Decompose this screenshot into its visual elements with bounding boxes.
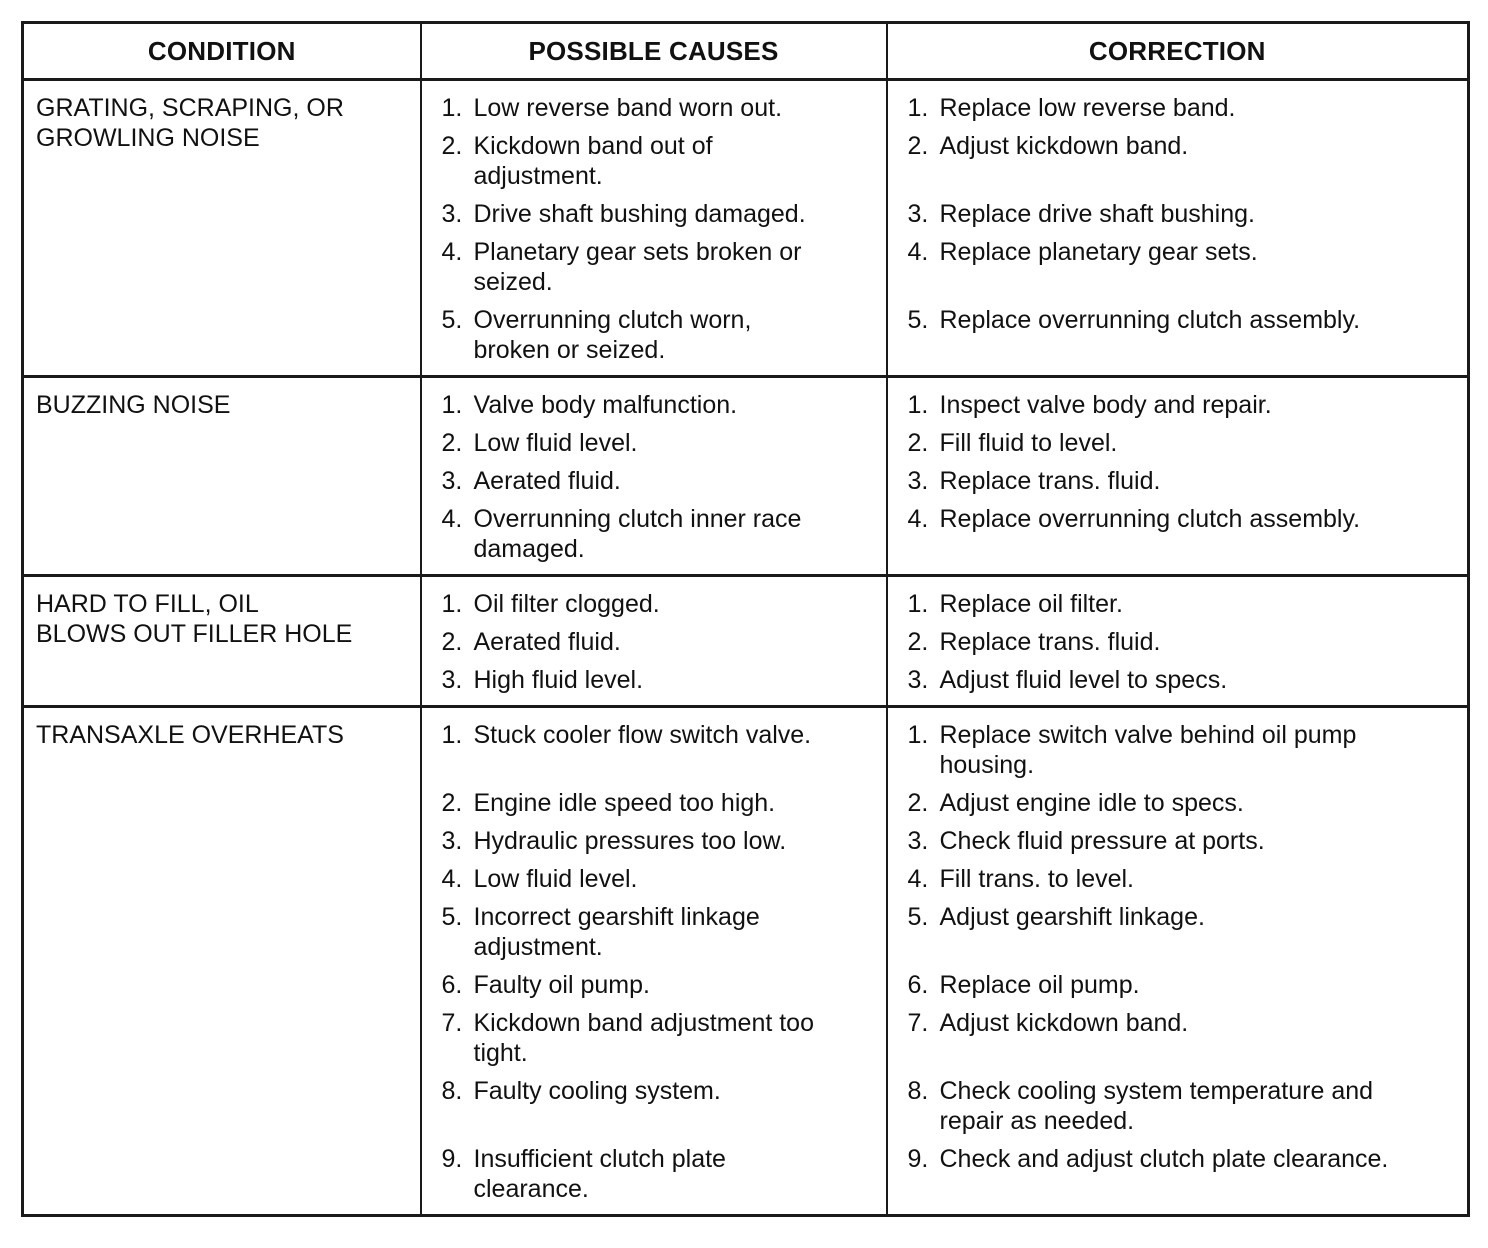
item-number: 4.	[907, 505, 929, 533]
cause-item	[442, 93, 876, 123]
cause-item	[442, 1076, 876, 1106]
corrections-cell	[887, 377, 1469, 576]
correction-item	[908, 466, 1458, 496]
causes-cell	[421, 707, 887, 1216]
item-text: Check cooling system temperature and repair as needed.	[939, 1077, 1374, 1135]
item-number: 3.	[441, 200, 463, 228]
correction-item	[908, 1008, 1458, 1038]
item-number: 1.	[441, 590, 463, 618]
item-number: 3.	[441, 666, 463, 694]
correction-item	[908, 902, 1458, 932]
correction-item	[908, 237, 1458, 267]
condition-cell	[23, 377, 421, 576]
item-text: Overrunning clutch worn, broken or seized.	[473, 306, 752, 364]
item-text: Replace low reverse band.	[939, 94, 1236, 122]
item-number: 2.	[907, 789, 929, 817]
item-text: Stuck cooler flow switch valve.	[473, 721, 812, 749]
item-text: Fill fluid to level.	[939, 429, 1118, 457]
item-number: 8.	[907, 1077, 929, 1105]
correction-item	[908, 131, 1458, 161]
item-number: 5.	[441, 306, 463, 334]
item-text: Replace trans. fluid.	[939, 628, 1161, 656]
item-text: Replace drive shaft bushing.	[939, 200, 1255, 228]
item-text: Adjust kickdown band.	[939, 1009, 1189, 1037]
item-number: 1.	[907, 721, 929, 749]
cause-item	[442, 864, 876, 894]
troubleshooting-table	[21, 21, 1470, 1217]
cause-item	[442, 970, 876, 1000]
correction-item	[908, 199, 1458, 229]
table-row	[23, 377, 1469, 576]
item-text: Valve body malfunction.	[473, 391, 738, 419]
item-number: 3.	[907, 827, 929, 855]
cause-item	[442, 589, 876, 619]
corrections-cell	[887, 707, 1469, 1216]
cause-item	[442, 627, 876, 657]
item-text: Replace planetary gear sets.	[939, 238, 1258, 266]
table-row	[23, 707, 1469, 1216]
correction-item	[908, 504, 1458, 534]
cause-item	[442, 131, 876, 191]
item-text: Replace trans. fluid.	[939, 467, 1161, 495]
causes-cell	[421, 377, 887, 576]
item-text: Replace oil pump.	[939, 971, 1140, 999]
condition-text: HARD TO FILL, OIL BLOWS OUT FILLER HOLE	[36, 590, 353, 648]
item-text: Inspect valve body and repair.	[939, 391, 1272, 419]
item-number: 1.	[441, 94, 463, 122]
cause-item	[442, 1008, 876, 1068]
item-text: Replace oil filter.	[939, 590, 1123, 618]
item-text: Low reverse band worn out.	[473, 94, 783, 122]
item-number: 1.	[907, 590, 929, 618]
header-row	[23, 23, 1469, 80]
condition-text: TRANSAXLE OVERHEATS	[36, 721, 344, 749]
causes-cell	[421, 576, 887, 707]
item-text: Aerated fluid.	[473, 628, 621, 656]
item-number: 3.	[907, 666, 929, 694]
item-text: Insufficient clutch plate clearance.	[473, 1145, 726, 1203]
item-text: Kickdown band out of adjustment.	[473, 132, 713, 190]
item-text: Replace switch valve behind oil pump housing.	[939, 721, 1357, 779]
correction-item	[908, 589, 1458, 619]
item-text: Aerated fluid.	[473, 467, 621, 495]
correction-item	[908, 826, 1458, 856]
item-number: 2.	[907, 628, 929, 656]
item-text: Incorrect gearshift linkage adjustment.	[473, 903, 760, 961]
item-number: 2.	[907, 429, 929, 457]
header-condition: CONDITION	[23, 23, 421, 80]
item-number: 4.	[441, 238, 463, 266]
item-text: Hydraulic pressures too low.	[473, 827, 787, 855]
correction-item	[908, 720, 1458, 780]
item-number: 6.	[441, 971, 463, 999]
item-text: Check and adjust clutch plate clearance.	[939, 1145, 1389, 1173]
item-number: 6.	[907, 971, 929, 999]
item-text: Drive shaft bushing damaged.	[473, 200, 806, 228]
correction-item	[908, 1144, 1458, 1174]
correction-item	[908, 627, 1458, 657]
table-row	[23, 80, 1469, 377]
cause-item	[442, 428, 876, 458]
item-text: Adjust kickdown band.	[939, 132, 1189, 160]
correction-item	[908, 428, 1458, 458]
condition-text: BUZZING NOISE	[36, 391, 231, 419]
item-number: 4.	[441, 865, 463, 893]
causes-cell	[421, 80, 887, 377]
item-text: Planetary gear sets broken or seized.	[473, 238, 802, 296]
item-number: 4.	[907, 865, 929, 893]
item-text: Low fluid level.	[473, 429, 638, 457]
item-number: 2.	[907, 132, 929, 160]
table-row	[23, 576, 1469, 707]
item-text: Fill trans. to level.	[939, 865, 1135, 893]
item-text: Overrunning clutch inner race damaged.	[473, 505, 802, 563]
corrections-cell	[887, 576, 1469, 707]
item-number: 2.	[441, 132, 463, 160]
cause-item	[442, 902, 876, 962]
item-text: Check fluid pressure at ports.	[939, 827, 1265, 855]
cause-item	[442, 1144, 876, 1204]
cause-item	[442, 466, 876, 496]
item-text: Adjust fluid level to specs.	[939, 666, 1228, 694]
item-number: 2.	[441, 429, 463, 457]
cause-item	[442, 199, 876, 229]
item-text: Replace overrunning clutch assembly.	[939, 505, 1361, 533]
cause-item	[442, 720, 876, 750]
item-number: 4.	[907, 238, 929, 266]
item-number: 3.	[907, 467, 929, 495]
item-text: Faulty oil pump.	[473, 971, 650, 999]
item-number: 2.	[441, 789, 463, 817]
item-number: 3.	[441, 467, 463, 495]
correction-item	[908, 788, 1458, 818]
cause-item	[442, 665, 876, 695]
correction-item	[908, 305, 1458, 335]
cause-item	[442, 826, 876, 856]
item-number: 7.	[441, 1009, 463, 1037]
item-number: 5.	[907, 306, 929, 334]
header-correction: CORRECTION	[887, 23, 1469, 80]
item-number: 2.	[441, 628, 463, 656]
item-number: 1.	[907, 94, 929, 122]
correction-item	[908, 1076, 1458, 1136]
header-possible-causes: POSSIBLE CAUSES	[421, 23, 887, 80]
condition-text: GRATING, SCRAPING, OR GROWLING NOISE	[36, 94, 344, 152]
item-text: Kickdown band adjustment too tight.	[473, 1009, 814, 1067]
cause-item	[442, 390, 876, 420]
item-text: Adjust engine idle to specs.	[939, 789, 1244, 817]
item-number: 1.	[441, 391, 463, 419]
item-text: High fluid level.	[473, 666, 644, 694]
item-number: 7.	[907, 1009, 929, 1037]
item-number: 5.	[907, 903, 929, 931]
item-number: 3.	[907, 200, 929, 228]
item-number: 4.	[441, 505, 463, 533]
item-number: 5.	[441, 903, 463, 931]
item-number: 1.	[907, 391, 929, 419]
item-text: Faulty cooling system.	[473, 1077, 721, 1105]
item-text: Low fluid level.	[473, 865, 638, 893]
item-number: 9.	[907, 1145, 929, 1173]
condition-cell	[23, 80, 421, 377]
item-number: 8.	[441, 1077, 463, 1105]
correction-item	[908, 864, 1458, 894]
item-text: Oil filter clogged.	[473, 590, 660, 618]
item-number: 9.	[441, 1145, 463, 1173]
correction-item	[908, 390, 1458, 420]
correction-item	[908, 970, 1458, 1000]
item-number: 1.	[441, 721, 463, 749]
condition-cell	[23, 707, 421, 1216]
condition-cell	[23, 576, 421, 707]
cause-item	[442, 504, 876, 564]
item-text: Adjust gearshift linkage.	[939, 903, 1205, 931]
cause-item	[442, 237, 876, 297]
correction-item	[908, 665, 1458, 695]
correction-item	[908, 93, 1458, 123]
item-text: Replace overrunning clutch assembly.	[939, 306, 1361, 334]
item-number: 3.	[441, 827, 463, 855]
cause-item	[442, 305, 876, 365]
cause-item	[442, 788, 876, 818]
item-text: Engine idle speed too high.	[473, 789, 776, 817]
corrections-cell	[887, 80, 1469, 377]
